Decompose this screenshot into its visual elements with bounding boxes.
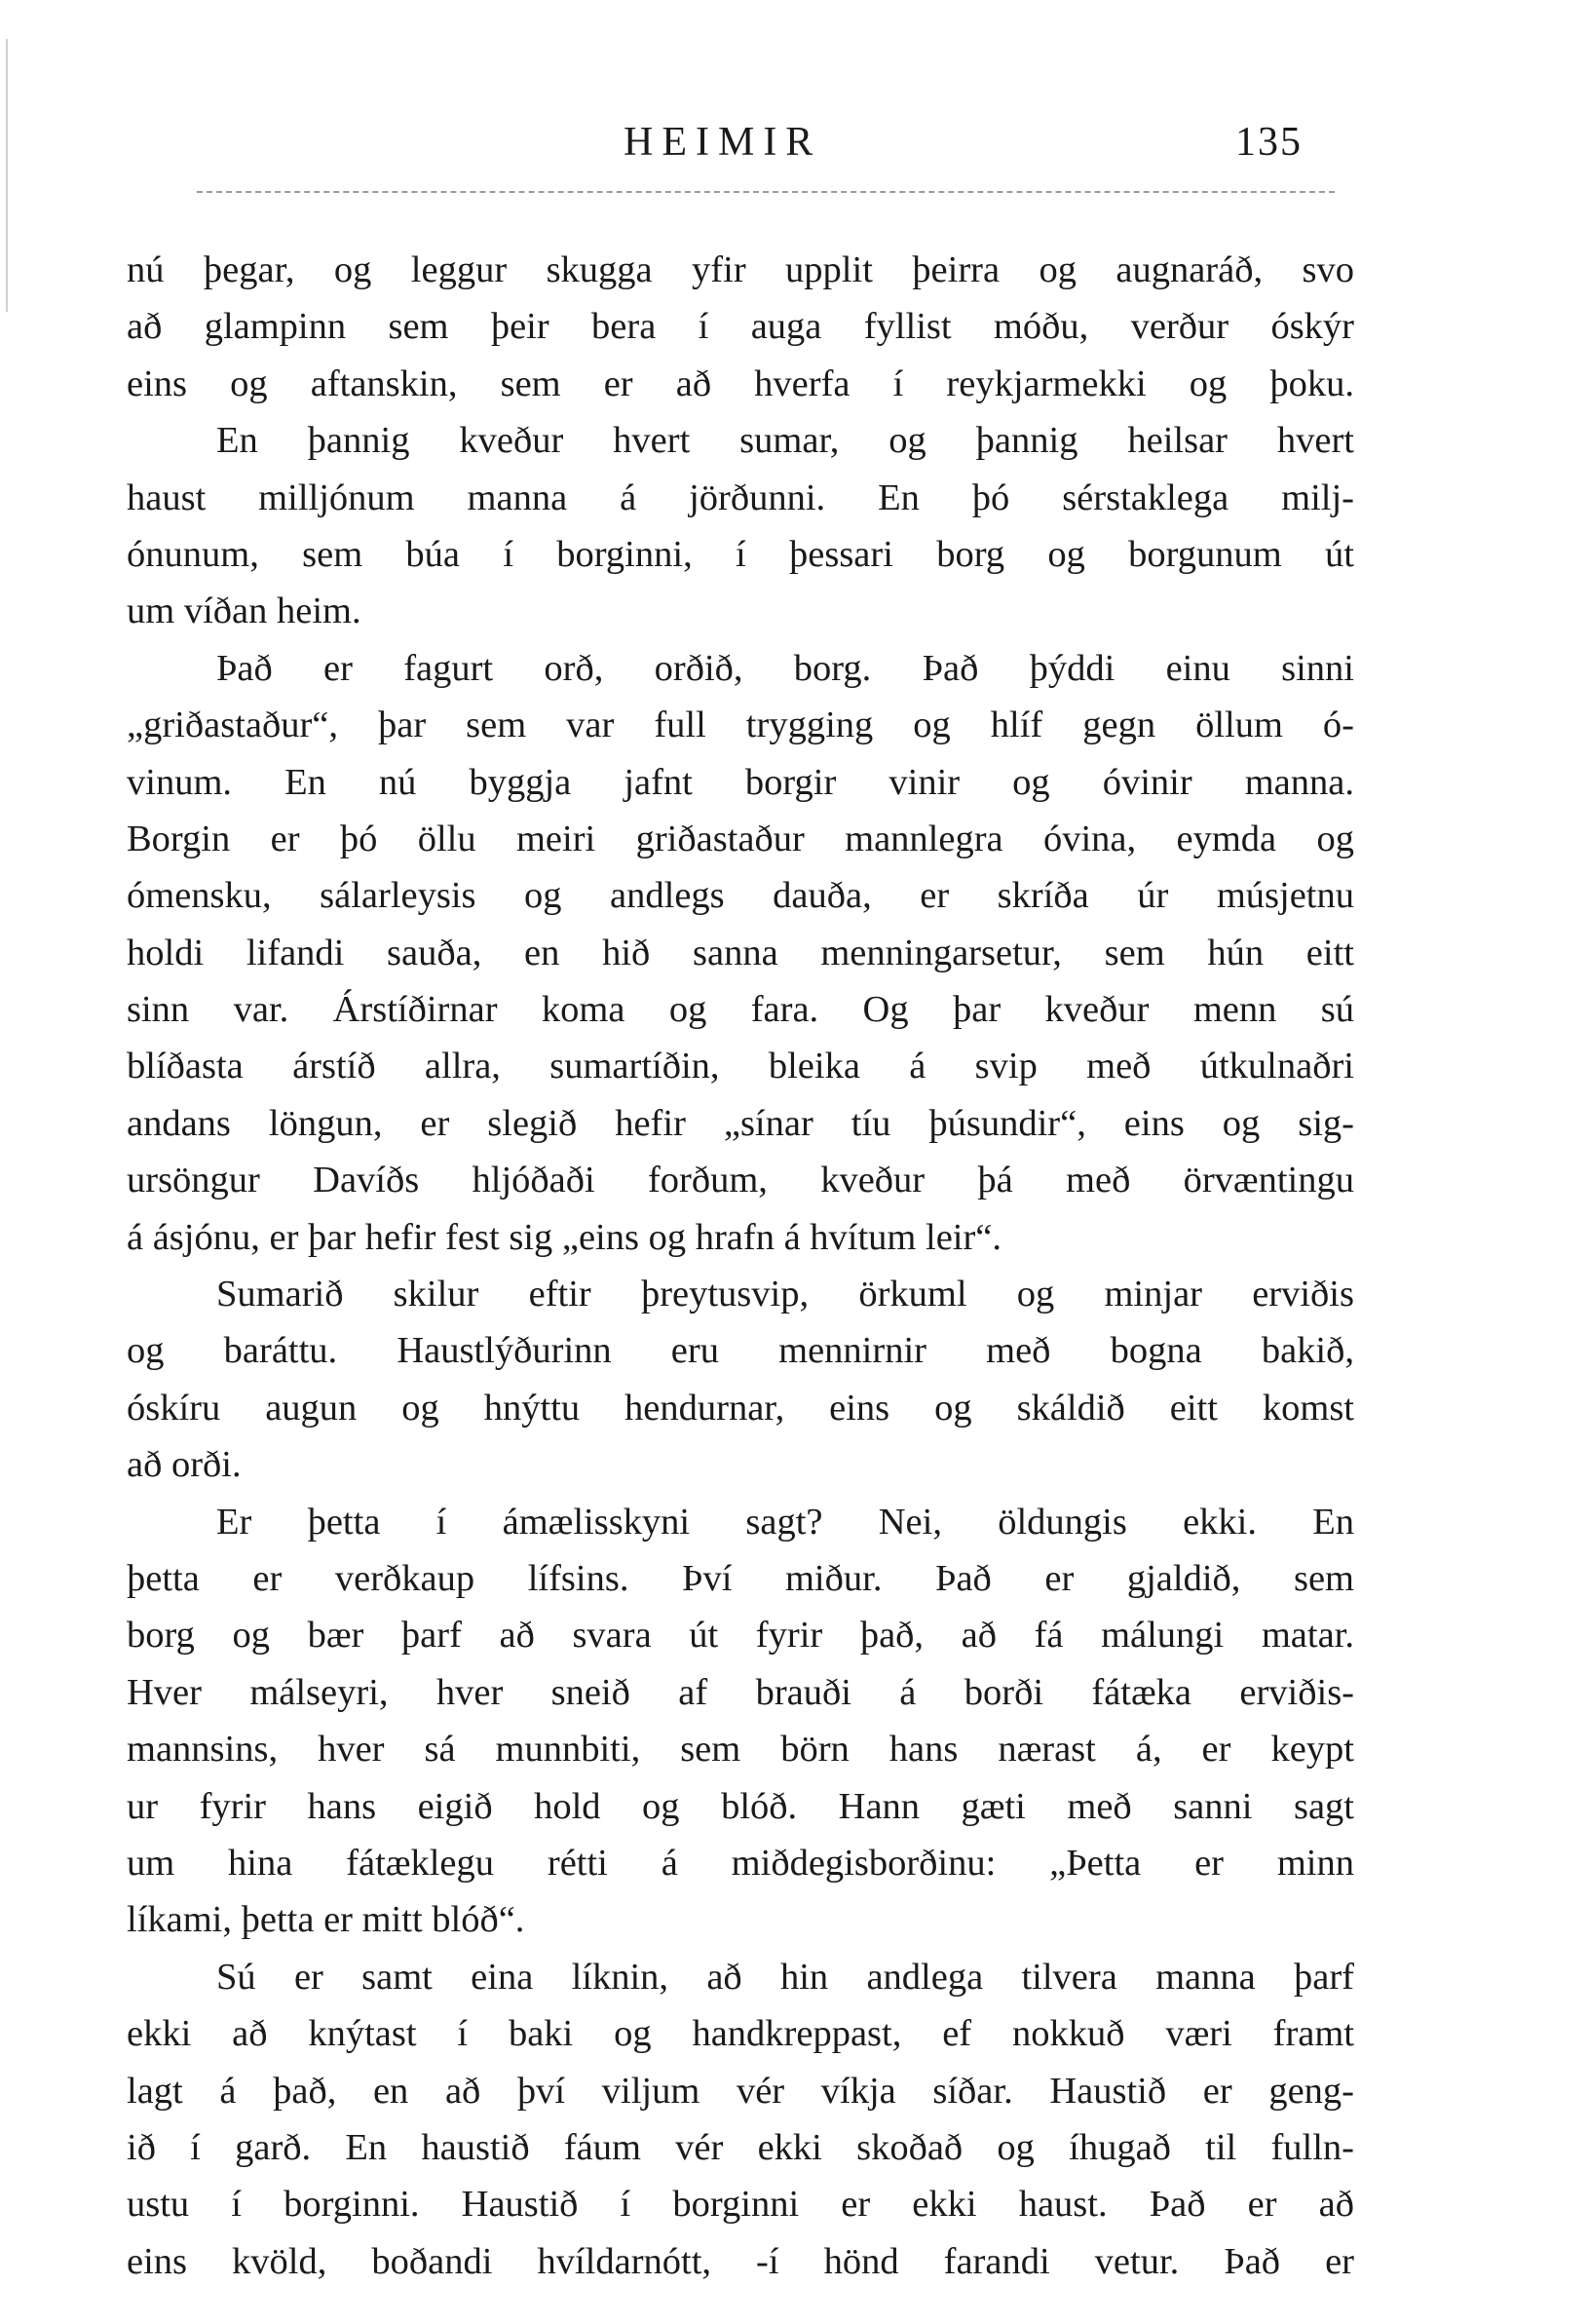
- text-line: lagt á það, en að því viljum vér víkja síðar. Haustið er geng-: [127, 2070, 1354, 2112]
- text-line: Sú er samt eina líknin, að hin andlega tilvera manna þarf: [216, 1956, 1354, 1998]
- text-line: andans löngun, er slegið hefir „sínar tíu þúsundir“, eins og sig-: [127, 1102, 1354, 1144]
- text-line: En þannig kveður hvert sumar, og þannig heilsar hvert: [216, 420, 1354, 462]
- text-line: ómensku, sálarleysis og andlegs dauða, er skríða úr músjetnu: [127, 875, 1354, 917]
- text-line: líkami, þetta er mitt blóð“.: [127, 1899, 525, 1941]
- text-line: að glampinn sem þeir bera í auga fyllist móðu, verður óskýr: [127, 306, 1354, 348]
- text-line: um víðan heim.: [127, 591, 361, 632]
- text-line: sinn var. Árstíðirnar koma og fara. Og þar kveður menn sú: [127, 989, 1354, 1031]
- text-line: Hver málseyri, hver sneið af brauði á borði fátæka erviðis-: [127, 1671, 1354, 1713]
- text-line: eins og aftanskin, sem er að hverfa í reykjarmekki og þoku.: [127, 362, 1354, 404]
- text-line: ið í garð. En haustið fáum vér ekki skoðað og íhugað til fulln-: [127, 2126, 1354, 2168]
- body-text: [127, 242, 1354, 2290]
- binding-edge: [6, 39, 8, 312]
- text-line: ekki að knýtast í baki og handkreppast, ef nokkuð væri framt: [127, 2013, 1354, 2055]
- text-line: þetta er verðkaup lífsins. Því miður. Það er gjaldið, sem: [127, 1557, 1354, 1599]
- text-line: ustu í borginni. Haustið í borginni er ekki haust. Það er að: [127, 2184, 1354, 2226]
- text-line: um hina fátæklegu rétti á miðdegisborðinu: „Þetta er minn: [127, 1842, 1354, 1884]
- text-line: Er þetta í ámælisskyni sagt? Nei, öldungis ekki. En: [216, 1501, 1354, 1543]
- page-number: 135: [1235, 120, 1303, 165]
- text-line: blíðasta árstíð allra, sumartíðin, bleika á svip með útkulnaðri: [127, 1046, 1354, 1087]
- text-line: borg og bær þarf að svara út fyrir það, að fá málungi matar.: [127, 1615, 1354, 1657]
- text-line: nú þegar, og leggur skugga yfir upplit þeirra og augnaráð, svo: [127, 249, 1354, 290]
- header-rule: [197, 191, 1335, 193]
- text-line: eins kvöld, boðandi hvíldarnótt, -í hönd farandi vetur. Það er: [127, 2240, 1354, 2282]
- text-line: mannsins, hver sá munnbiti, sem börn hans nærast á, er keypt: [127, 1729, 1354, 1771]
- text-line: „griðastaður“, þar sem var full trygging og hlíf gegn öllum ó-: [127, 705, 1354, 746]
- text-line: að orði.: [127, 1444, 242, 1486]
- text-line: Það er fagurt orð, orðið, borg. Það þýddi einu sinni: [216, 647, 1354, 689]
- text-line: á ásjónu, er þar hefir fest sig „eins og hrafn á hvítum leir“.: [127, 1216, 1002, 1258]
- text-line: ur fyrir hans eigið hold og blóð. Hann gæti með sanni sagt: [127, 1785, 1354, 1827]
- text-line: haust milljónum manna á jörðunni. En þó sérstaklega milj-: [127, 476, 1354, 518]
- running-title: HEIMIR: [624, 120, 822, 165]
- text-line: óskíru augun og hnýttu hendurnar, eins og skáldið eitt komst: [127, 1387, 1354, 1429]
- text-line: holdi lifandi sauða, en hið sanna menningarsetur, sem hún eitt: [127, 932, 1354, 973]
- text-line: vinum. En nú byggja jafnt borgir vinir og óvinir manna.: [127, 761, 1354, 803]
- text-line: ursöngur Davíðs hljóðaði forðum, kveður þá með örvæntingu: [127, 1160, 1354, 1201]
- text-line: Borgin er þó öllu meiri griðastaður mannlegra óvina, eymda og: [127, 818, 1354, 859]
- text-line: Sumarið skilur eftir þreytusvip, örkuml og minjar erviðis: [216, 1274, 1354, 1315]
- running-header: [624, 119, 1364, 177]
- text-line: og baráttu. Haustlýðurinn eru mennirnir með bogna bakið,: [127, 1330, 1354, 1372]
- text-line: ónunum, sem búa í borginni, í þessari borg og borgunum út: [127, 533, 1354, 575]
